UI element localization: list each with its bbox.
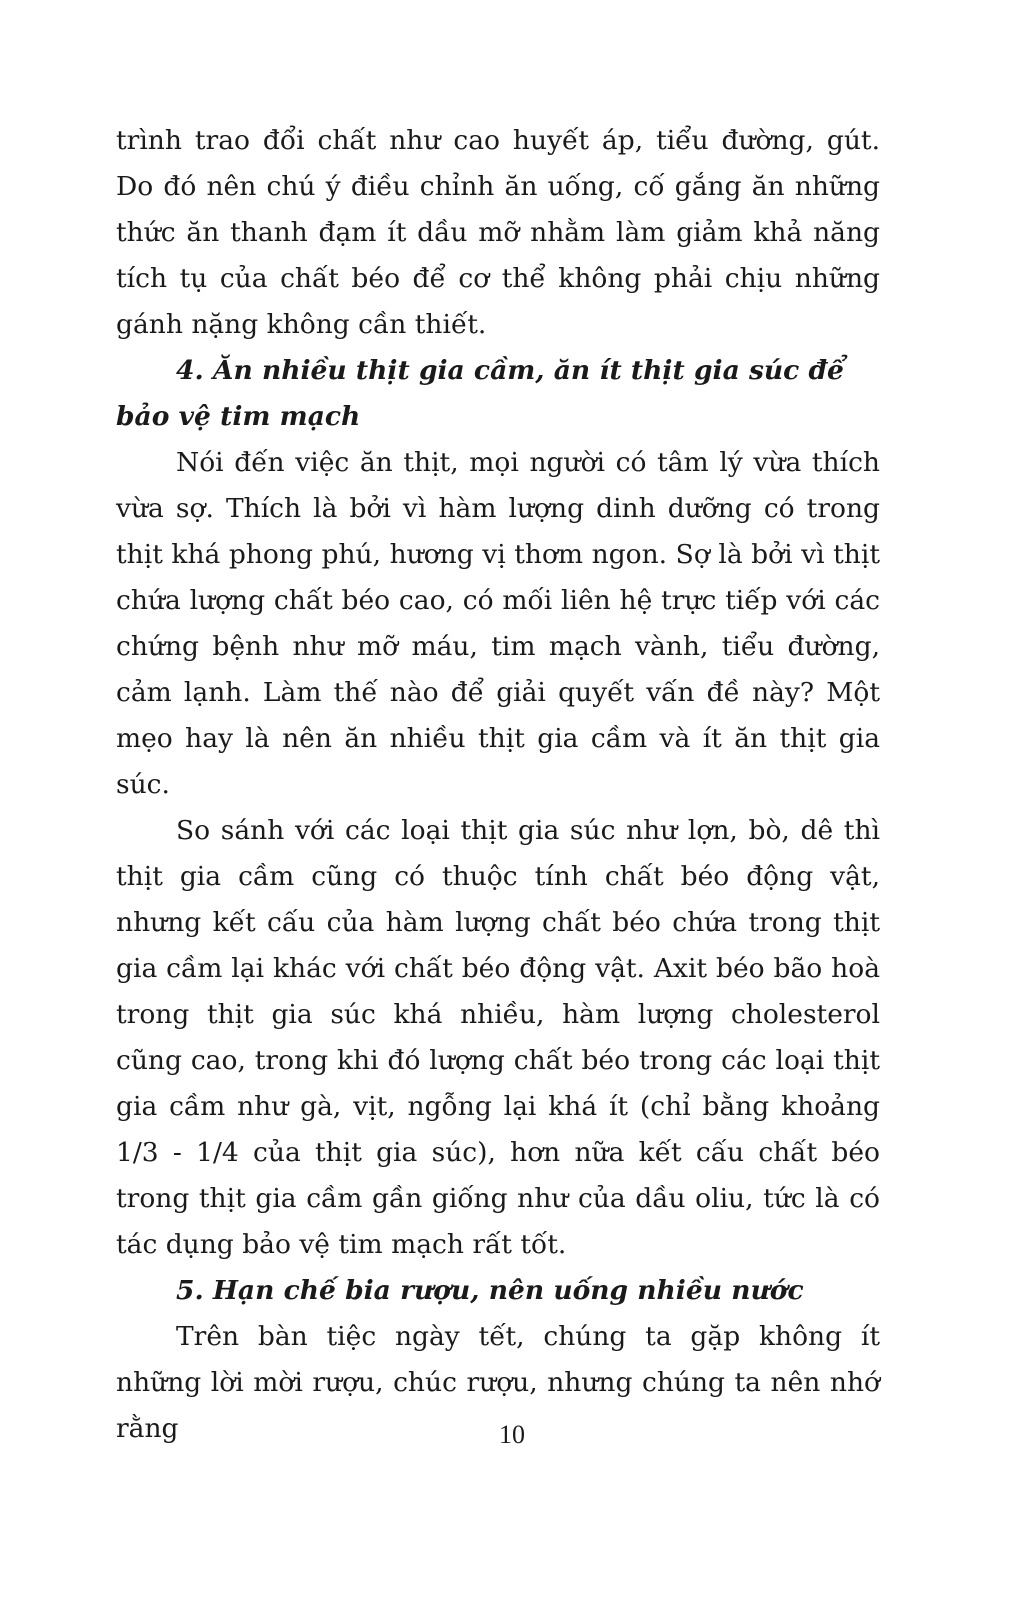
section-heading-5: 5. Hạn chế bia rượu, nên uống nhiều nước	[176, 1275, 804, 1306]
paragraph-meat-intro: Nói đến việc ăn thịt, mọi người có tâm lý vừa thích vừa sợ. Thích là bởi vì hàm lượng dinh dưỡng có trong thịt khá phong phú, hương vị thơm ngon. Sợ là bởi vì thịt chứa lượng chất béo cao, có mối liên hệ trực tiếp với các chứng bệnh như mỡ máu, tim mạch vành, tiểu đường, cảm lạnh. Làm thế nào để giải quyết vấn đề này? Một mẹo hay là nên ăn nhiều thịt gia cầm và ít ăn thịt gia súc.	[116, 447, 880, 800]
page-body	[116, 118, 880, 1452]
paragraph-alcohol-intro: Trên bàn tiệc ngày tết, chúng ta gặp không ít những lời mời rượu, chúc rượu, nhưng chúng ta nên nhớ rằng	[116, 1321, 880, 1444]
paragraph-poultry-comparison: So sánh với các loại thịt gia súc như lợn, bò, dê thì thịt gia cầm cũng có thuộc tính chất béo động vật, nhưng kết cấu của hàm lượng chất béo chứa trong thịt gia cầm lại khác với chất béo động vật. Axit béo bão hoà trong thịt gia súc khá nhiều, hàm lượng cholesterol cũng cao, trong khi đó lượng chất béo trong các loại thịt gia cầm như gà, vịt, ngỗng lại khá ít (chỉ bằng khoảng 1/3 - 1/4 của thịt gia súc), hơn nữa kết cấu chất béo trong thịt gia cầm gần giống như của dầu oliu, tức là có tác dụng bảo vệ tim mạch rất tốt.	[116, 815, 880, 1260]
section-heading-4: 4. Ăn nhiều thịt gia cầm, ăn ít thịt gia súc để bảo vệ tim mạch	[116, 355, 844, 432]
page-number: 10	[499, 1420, 525, 1449]
paragraph-continuation: trình trao đổi chất như cao huyết áp, tiểu đường, gút. Do đó nên chú ý điều chỉnh ăn uống, cố gắng ăn những thức ăn thanh đạm ít dầu mỡ nhằm làm giảm khả năng tích tụ của chất béo để cơ thể không phải chịu những gánh nặng không cần thiết.	[116, 125, 880, 340]
